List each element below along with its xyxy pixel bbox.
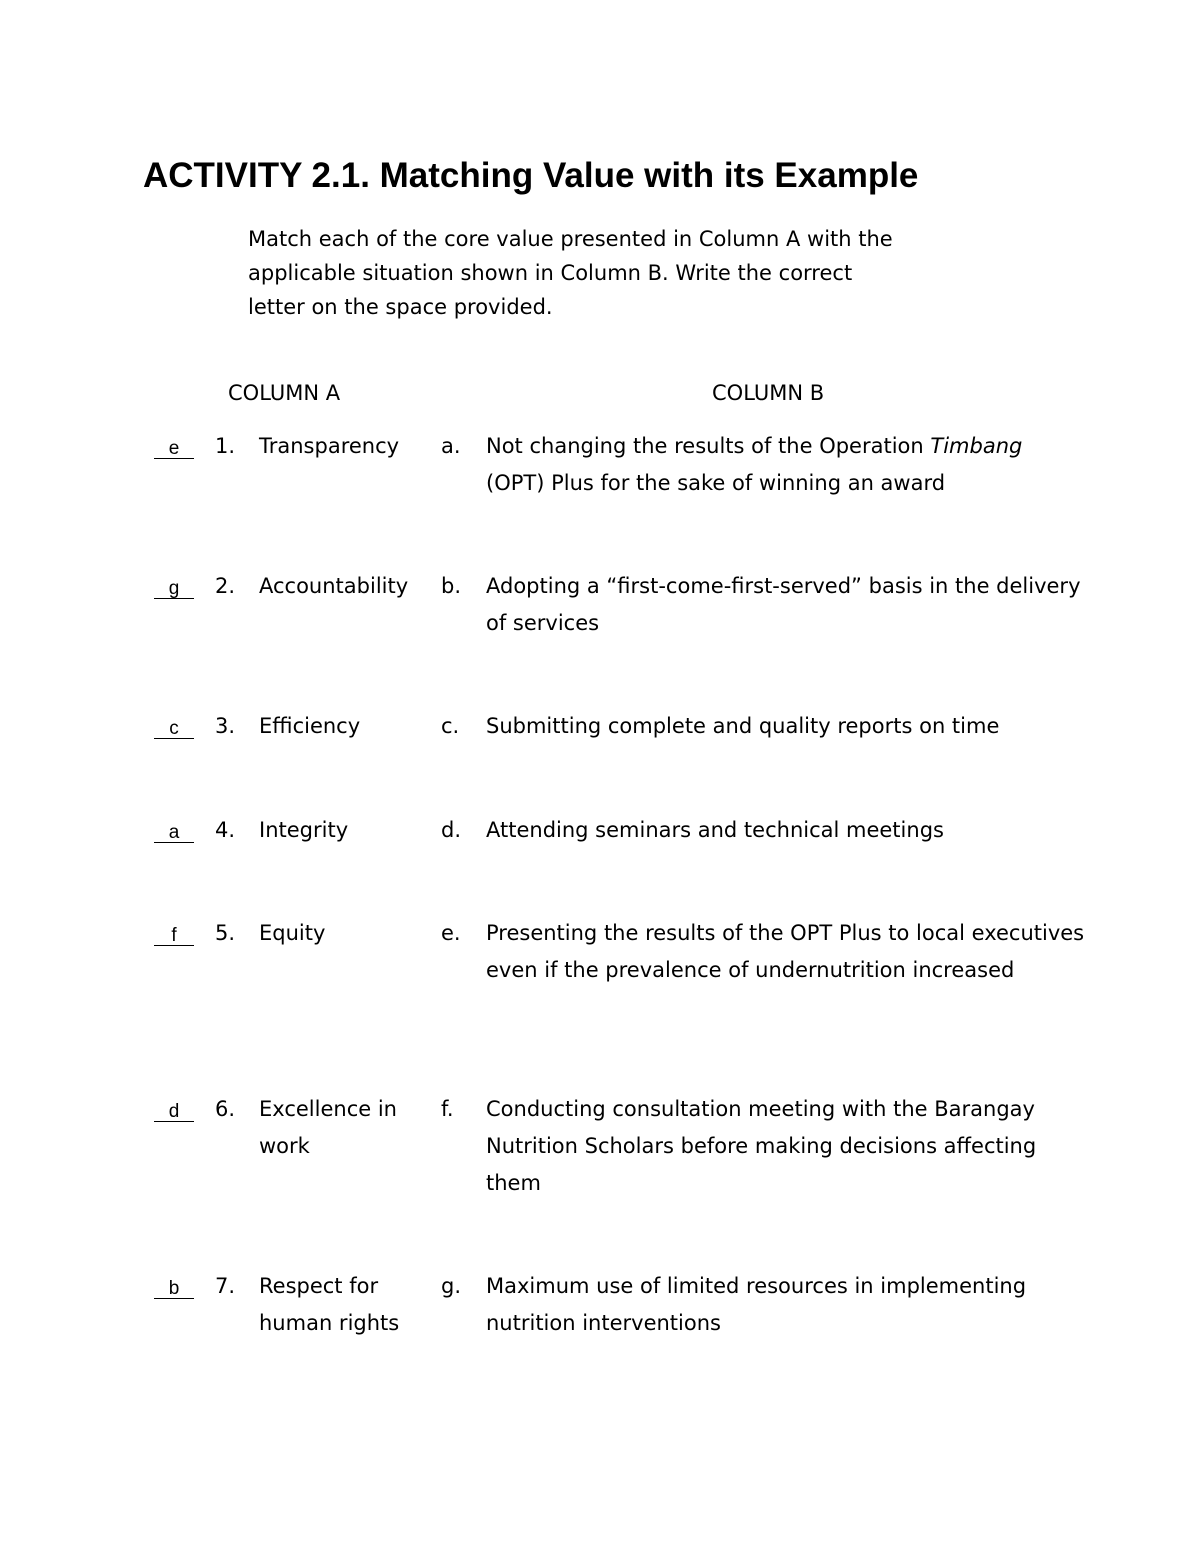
- answer-blank[interactable]: a: [154, 812, 194, 843]
- instructions-line: applicable situation shown in Column B. Write the correct: [248, 261, 853, 285]
- answer-blank[interactable]: d: [154, 1091, 194, 1122]
- example-text-part: Not changing the results of the Operation: [486, 434, 931, 458]
- example-text: Presenting the results of the OPT Plus to local executives even if the prevalence of undernutrition increased: [486, 921, 1085, 982]
- answer-blank[interactable]: g: [154, 568, 194, 599]
- item-number: 6.: [215, 1097, 236, 1121]
- instructions-line: Match each of the core value presented in Column A with the: [248, 227, 893, 251]
- activity-title: ACTIVITY 2.1. Matching Value with its Example: [143, 156, 919, 195]
- answer-blank[interactable]: f: [154, 915, 194, 946]
- example-text: [486, 428, 1086, 502]
- example-letter: f.: [441, 1097, 454, 1121]
- core-value: Integrity: [259, 818, 349, 842]
- core-value: Respect for human rights: [259, 1274, 400, 1335]
- core-value: Excellence in work: [259, 1097, 397, 1158]
- example-letter: a.: [441, 434, 461, 458]
- column-a-header: COLUMN A: [228, 381, 341, 405]
- item-number: 7.: [215, 1274, 236, 1298]
- item-number: 5.: [215, 921, 236, 945]
- core-value: Accountability: [259, 574, 409, 598]
- example-text: Conducting consultation meeting with the Barangay Nutrition Scholars before making decisions affecting them: [486, 1097, 1037, 1195]
- item-number: 1.: [215, 434, 236, 458]
- example-text: Submitting complete and quality reports on time: [486, 714, 1000, 738]
- example-letter: e.: [441, 921, 461, 945]
- core-value: Transparency: [259, 434, 400, 458]
- example-letter: c.: [441, 714, 460, 738]
- instructions: [248, 222, 948, 324]
- core-value: Equity: [259, 921, 326, 945]
- example-letter: d.: [441, 818, 462, 842]
- example-text: Adopting a “first-come-first-served” basis in the delivery of services: [486, 574, 1081, 635]
- example-italic-term: Timbang: [930, 434, 1023, 458]
- column-b-header: COLUMN B: [712, 381, 825, 405]
- item-number: 4.: [215, 818, 236, 842]
- answer-blank[interactable]: b: [154, 1268, 194, 1299]
- answer-blank[interactable]: e: [154, 428, 194, 459]
- item-number: 2.: [215, 574, 236, 598]
- answer-blank[interactable]: c: [154, 708, 194, 739]
- instructions-line: letter on the space provided.: [248, 295, 553, 319]
- example-text: Maximum use of limited resources in implementing nutrition interventions: [486, 1274, 1027, 1335]
- example-letter: g.: [441, 1274, 462, 1298]
- example-text: Attending seminars and technical meetings: [486, 818, 944, 842]
- example-text-part: (OPT) Plus for the sake of winning an award: [486, 471, 946, 495]
- example-letter: b.: [441, 574, 462, 598]
- core-value: Efficiency: [259, 714, 361, 738]
- item-number: 3.: [215, 714, 236, 738]
